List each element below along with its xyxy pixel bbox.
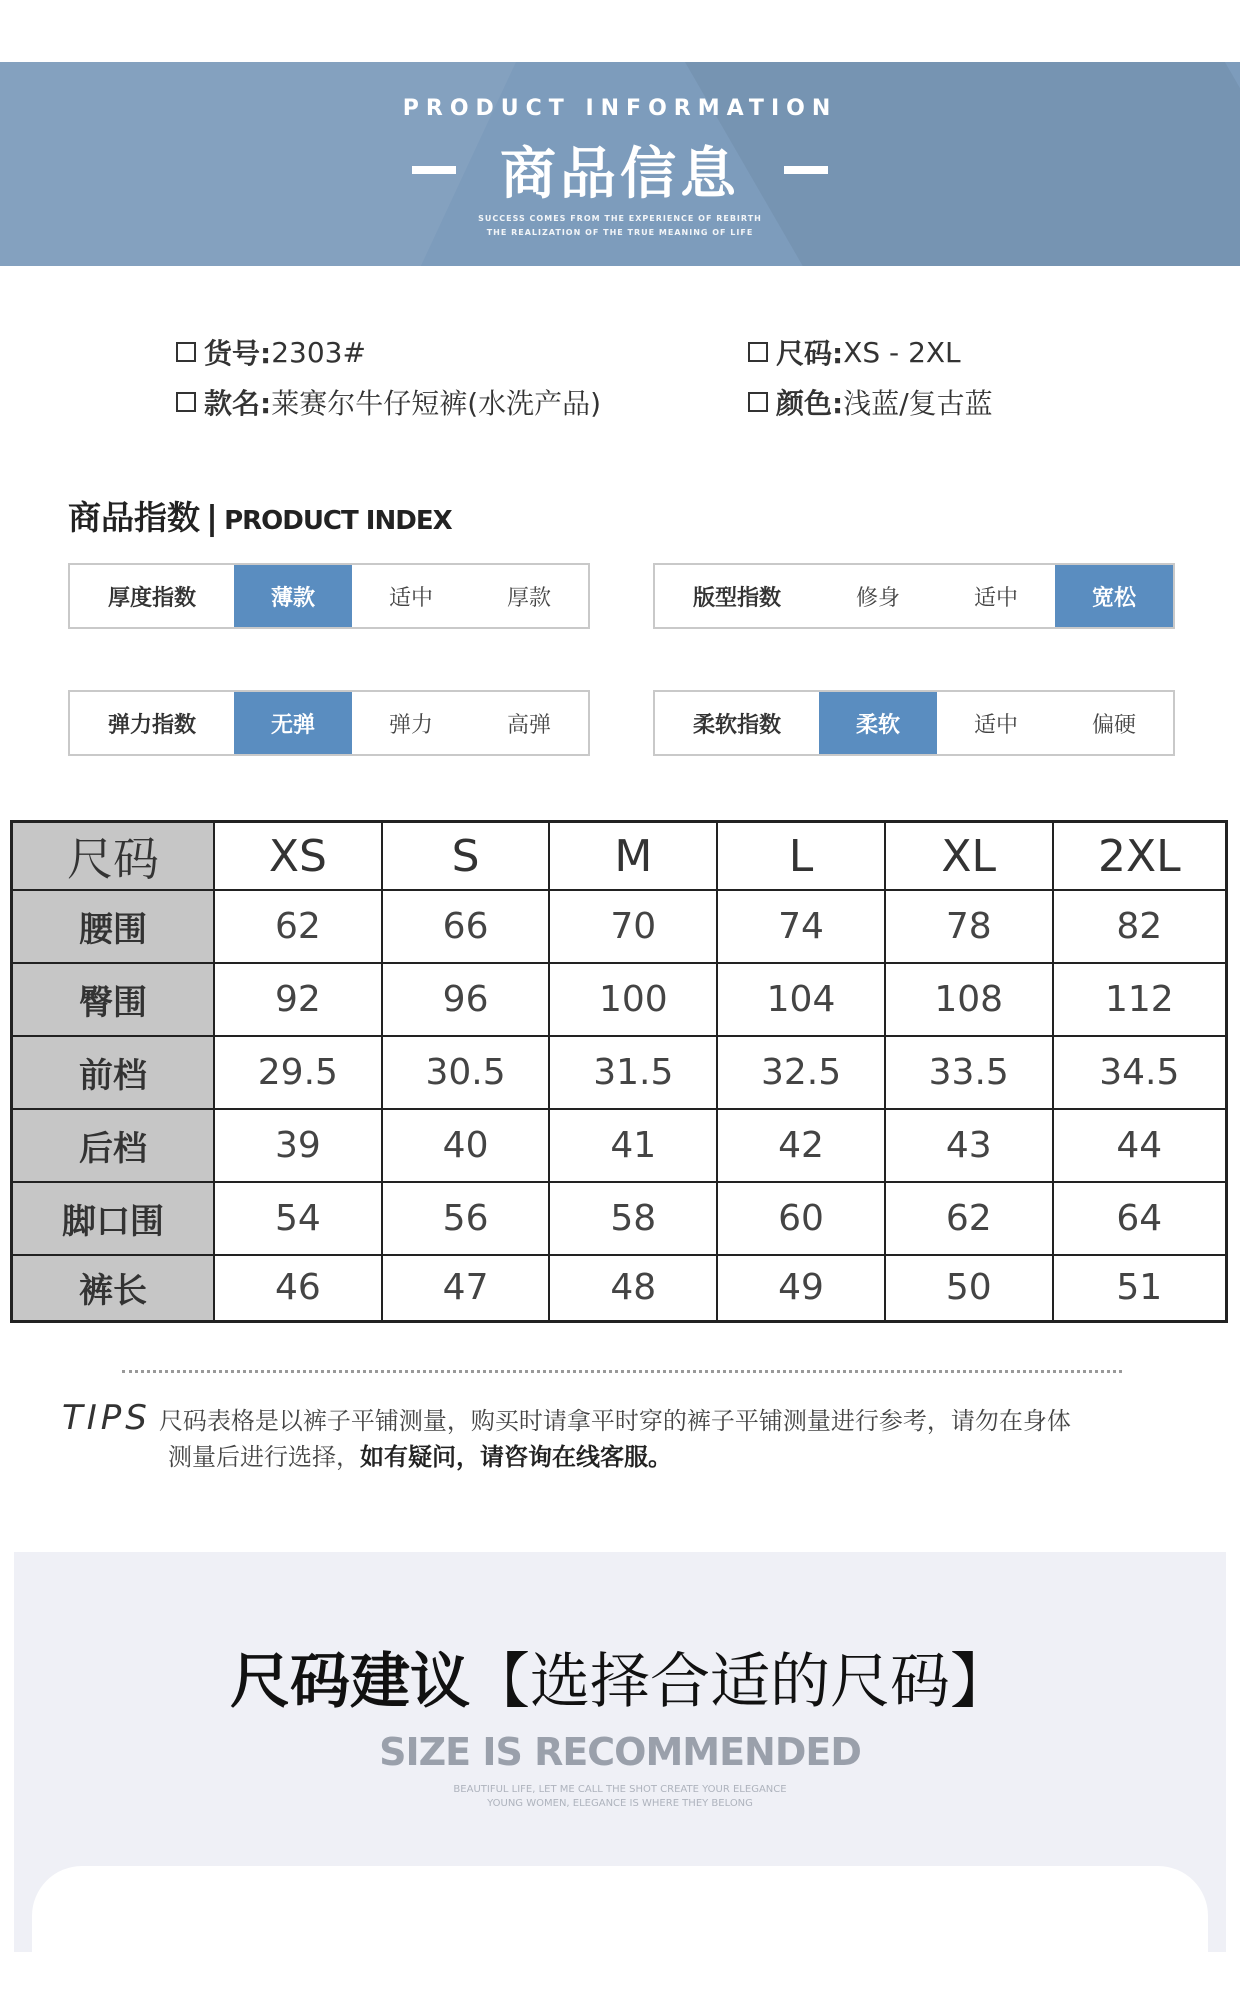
table-cell: 82 — [1053, 890, 1227, 963]
table-cell: 54 — [214, 1182, 382, 1255]
scale-option: 弹力 — [388, 712, 433, 738]
table-cell: 32.5 — [717, 1036, 885, 1109]
scale-label: 版型指数 — [692, 585, 781, 611]
info-style-name — [176, 382, 601, 422]
table-cell: 62 — [214, 890, 382, 963]
scale-option: 适中 — [973, 712, 1018, 738]
table-cell: 51 — [1053, 1255, 1227, 1321]
column-header: L — [717, 822, 885, 891]
product-index-title-en: PRODUCT INDEX — [224, 506, 452, 536]
scale-option: 适中 — [388, 585, 433, 611]
tips-line-1 — [62, 1400, 1192, 1439]
row-header: 裤长 — [12, 1255, 215, 1321]
tips-text-2-bold: 如有疑问，请咨询在线客服。 — [360, 1443, 672, 1471]
recommendation-title-bold: 尺码建议 — [230, 1647, 470, 1717]
product-index-title-separator: | — [206, 498, 219, 537]
banner-title-row — [0, 130, 1240, 210]
table-cell: 96 — [382, 963, 550, 1036]
table-cell: 47 — [382, 1255, 550, 1321]
size-range-label: 尺码: — [776, 337, 844, 370]
banner-subtitle-line-1: SUCCESS COMES FROM THE EXPERIENCE OF REBIRTH — [478, 214, 762, 223]
tips-block — [62, 1400, 1192, 1475]
table-cell: 60 — [717, 1182, 885, 1255]
table-row — [12, 1036, 1227, 1109]
size-chart-table — [10, 820, 1228, 1323]
softness-index-scale — [653, 690, 1175, 756]
banner-chinese-title: 商品信息 — [500, 142, 740, 207]
table-cell: 62 — [885, 1182, 1053, 1255]
row-header: 后档 — [12, 1109, 215, 1182]
table-cell: 29.5 — [214, 1036, 382, 1109]
table-cell: 34.5 — [1053, 1036, 1227, 1109]
tips-tag: TIPS — [62, 1398, 151, 1438]
recommendation-title-rest: 【选择合适的尺码】 — [470, 1647, 1010, 1717]
table-cell: 64 — [1053, 1182, 1227, 1255]
product-index-title — [68, 492, 452, 539]
checkbox-icon — [176, 342, 196, 362]
scale-option: 薄款 — [234, 565, 352, 627]
scale-option: 偏硬 — [1091, 712, 1136, 738]
title-dash-left — [412, 166, 456, 174]
product-info-banner — [0, 62, 1240, 266]
table-cell: 30.5 — [382, 1036, 550, 1109]
recommendation-subtitle-1: BEAUTIFUL LIFE, LET ME CALL THE SHOT CREATE YOUR ELEGANCE — [453, 1784, 787, 1795]
color-value: 浅蓝/复古蓝 — [843, 387, 993, 420]
info-size-range — [748, 332, 961, 372]
row-header: 臀围 — [12, 963, 215, 1036]
scale-option: 厚款 — [506, 585, 551, 611]
table-cell: 42 — [717, 1109, 885, 1182]
tips-text-2: 测量后进行选择， — [168, 1443, 360, 1471]
table-cell: 112 — [1053, 963, 1227, 1036]
info-color — [748, 382, 993, 422]
thickness-index-scale — [68, 563, 590, 629]
table-cell: 31.5 — [549, 1036, 717, 1109]
color-label: 颜色: — [776, 387, 844, 420]
row-header: 腰围 — [12, 890, 215, 963]
size-range-value: XS - 2XL — [843, 335, 961, 369]
table-cell: 48 — [549, 1255, 717, 1321]
table-row — [12, 1182, 1227, 1255]
checkbox-icon — [748, 342, 768, 362]
table-cell: 33.5 — [885, 1036, 1053, 1109]
table-cell: 49 — [717, 1255, 885, 1321]
table-row — [12, 1109, 1227, 1182]
table-cell: 92 — [214, 963, 382, 1036]
info-item-number — [176, 332, 366, 372]
table-cell: 70 — [549, 890, 717, 963]
item-number-label: 货号: — [204, 337, 272, 370]
table-corner-cell: 尺码 — [12, 822, 215, 891]
banner-subtitle-line-2: THE REALIZATION OF THE TRUE MEANING OF LIFE — [486, 228, 754, 237]
recommendation-english-title: SIZE IS RECOMMENDED — [379, 1730, 861, 1774]
column-header: 2XL — [1053, 822, 1227, 891]
banner-english-title: PRODUCT INFORMATION — [402, 96, 838, 121]
item-number-value: 2303# — [271, 335, 366, 369]
recommendation-title — [14, 1634, 1226, 1720]
scale-label: 厚度指数 — [107, 585, 196, 611]
table-cell: 66 — [382, 890, 550, 963]
scale-option: 无弹 — [234, 692, 352, 754]
scale-option: 柔软 — [819, 692, 937, 754]
column-header: XL — [885, 822, 1053, 891]
fit-index-scale — [653, 563, 1175, 629]
row-header: 前档 — [12, 1036, 215, 1109]
checkbox-icon — [748, 392, 768, 412]
scale-option: 高弹 — [506, 712, 551, 738]
table-row — [12, 890, 1227, 963]
table-cell: 74 — [717, 890, 885, 963]
style-name-label: 款名: — [204, 387, 272, 420]
table-row — [12, 963, 1227, 1036]
recommendation-card — [32, 1866, 1208, 2006]
column-header: S — [382, 822, 550, 891]
table-cell: 44 — [1053, 1109, 1227, 1182]
table-cell: 78 — [885, 890, 1053, 963]
scale-option: 适中 — [973, 585, 1018, 611]
table-row — [12, 1255, 1227, 1321]
column-header: M — [549, 822, 717, 891]
table-cell: 43 — [885, 1109, 1053, 1182]
recommendation-subtitle-2: YOUNG WOMEN, ELEGANCE IS WHERE THEY BELONG — [487, 1798, 753, 1809]
table-cell: 50 — [885, 1255, 1053, 1321]
table-cell: 100 — [549, 963, 717, 1036]
column-header: XS — [214, 822, 382, 891]
table-cell: 108 — [885, 963, 1053, 1036]
row-header: 脚口围 — [12, 1182, 215, 1255]
scale-label: 柔软指数 — [692, 712, 781, 738]
table-cell: 40 — [382, 1109, 550, 1182]
elasticity-index-scale — [68, 690, 590, 756]
table-cell: 39 — [214, 1109, 382, 1182]
checkbox-icon — [176, 392, 196, 412]
table-cell: 41 — [549, 1109, 717, 1182]
scale-label: 弹力指数 — [107, 712, 196, 738]
table-cell: 46 — [214, 1255, 382, 1321]
tips-line-2 — [62, 1439, 1192, 1475]
style-name-value: 莱赛尔牛仔短裤(水洗产品) — [271, 387, 602, 420]
tips-text-1: 尺码表格是以裤子平铺测量，购买时请拿平时穿的裤子平铺测量进行参考，请勿在身体 — [158, 1407, 1071, 1435]
product-index-title-cn: 商品指数 — [68, 498, 200, 537]
size-recommendation-section — [14, 1552, 1226, 1952]
title-dash-right — [784, 166, 828, 174]
dotted-divider — [122, 1370, 1122, 1373]
table-cell: 104 — [717, 963, 885, 1036]
scale-option: 宽松 — [1055, 565, 1173, 627]
table-header-row — [12, 822, 1227, 891]
scale-option: 修身 — [855, 585, 900, 611]
table-cell: 56 — [382, 1182, 550, 1255]
table-cell: 58 — [549, 1182, 717, 1255]
